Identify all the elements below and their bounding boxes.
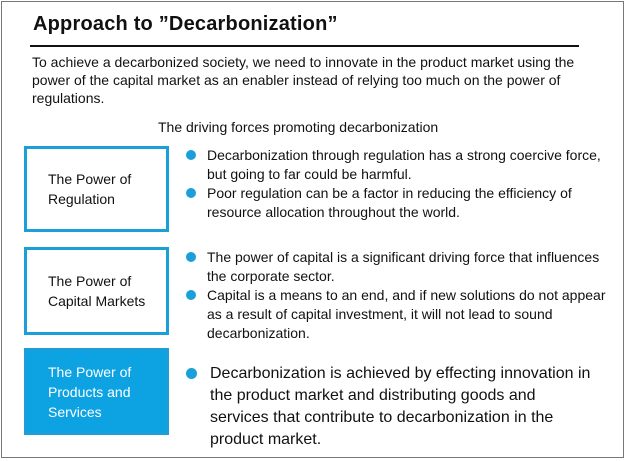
capital-markets-bullet-1-text: The power of capital is a significant driving force that influences the corporate sector. <box>207 249 600 284</box>
products-services-box-line-2: Products and <box>48 383 131 400</box>
regulation-bullets <box>186 146 616 222</box>
regulation-bullet-2 <box>186 184 616 222</box>
products-services-box <box>24 348 169 435</box>
capital-markets-bullet-1 <box>186 248 616 286</box>
bullet-dot-icon <box>186 290 196 300</box>
products-services-box-line-1: The Power of <box>48 363 132 380</box>
title-underline <box>30 45 579 47</box>
regulation-box-line-2: Regulation <box>48 191 115 207</box>
regulation-bullet-1-text: Decarbonization through regulation has a strong coercive force, but going to far could be harmful. <box>207 147 601 182</box>
products-services-bullets <box>186 363 591 451</box>
regulation-bullet-2-text: Poor regulation can be a factor in reducing the efficiency of resource allocation throughout the world. <box>207 185 572 220</box>
capital-markets-bullets <box>186 248 616 343</box>
capital-markets-bullet-2-text: Capital is a means to an end, and if new solutions do not appear as a result of capital investment, it will not lead to sound decarbonization. <box>207 287 606 341</box>
regulation-box-line-1: The Power of <box>48 171 132 187</box>
bullet-dot-icon <box>186 188 196 198</box>
bullet-dot-icon <box>186 368 197 379</box>
intro-paragraph: To achieve a decarbonized society, we need to innovate in the product market using the power of the capital market as an enabler instead of relying too much on the power of regulations. <box>32 54 575 106</box>
driving-forces-subtitle: The driving forces promoting decarbonization <box>158 119 439 135</box>
slide-title: Approach to ”Decarbonization” <box>33 13 338 35</box>
bullet-dot-icon <box>186 252 196 262</box>
bullet-dot-icon <box>186 150 196 160</box>
products-services-bullet-1-text: Decarbonization is achieved by effecting innovation in the product market and distributing goods and services that contribute to decarbonization in the product market. <box>210 365 591 448</box>
capital-markets-bullet-2 <box>186 286 616 343</box>
products-services-bullet-1 <box>186 363 591 451</box>
capital-markets-box-line-2: Capital Markets <box>48 293 146 309</box>
regulation-box <box>24 146 169 232</box>
regulation-bullet-1 <box>186 146 616 184</box>
capital-markets-box <box>24 247 169 335</box>
products-services-box-line-3: Services <box>48 403 102 420</box>
capital-markets-box-line-1: The Power of <box>48 273 132 289</box>
